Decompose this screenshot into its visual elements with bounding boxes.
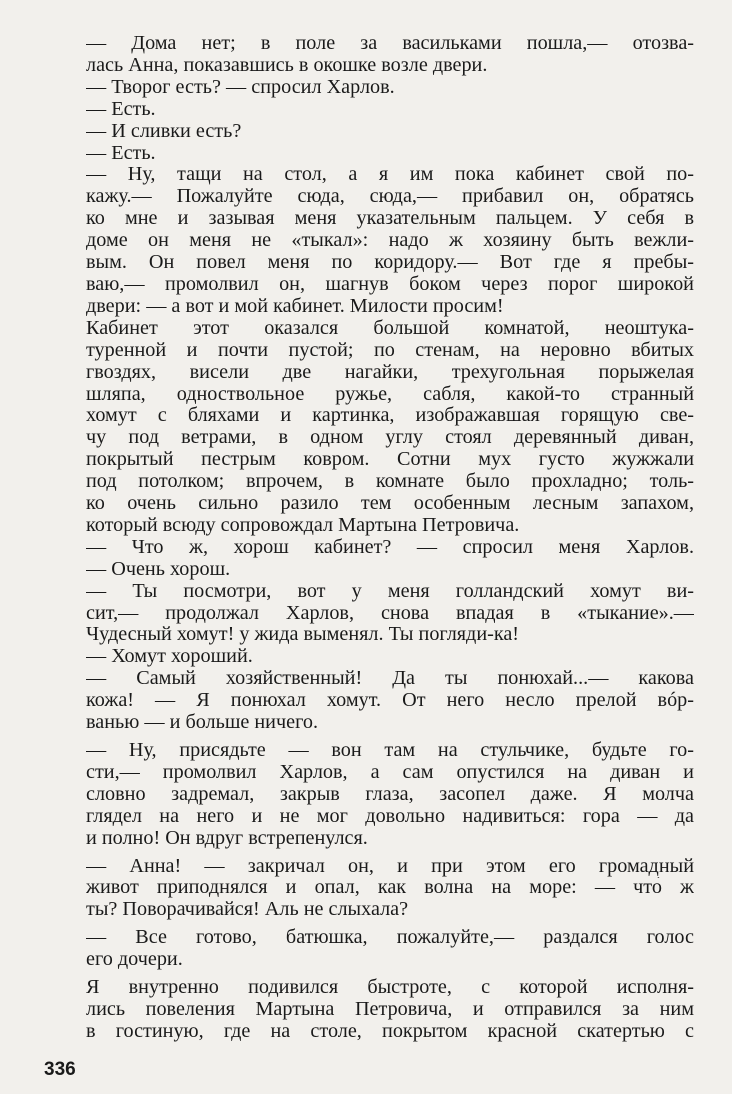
text-line: Чудесный хомут! у жида выменял. Ты погляди-ка! (86, 624, 520, 646)
text-line: — Есть. (86, 142, 156, 164)
text-line: — Ты посмотри, вот у меня голландский хомут ви- (86, 580, 694, 602)
text-line: покрытый пестрым ковром. Сотни мух густо жужжали (86, 449, 694, 471)
text-line: под потолком; впрочем, в комнате было прохладно; толь- (86, 471, 694, 493)
text-line: вым. Он повел меня по коридору.— Вот где я пребы- (86, 252, 694, 274)
text-line: в гостиную, где на столе, покрытом красной скатертью с (86, 1020, 694, 1042)
text-line: шляпа, одноствольное ружье, сабля, какой-то странный (86, 383, 694, 405)
text-line: — Ну, тащи на стол, а я им пока кабинет свой по- (86, 164, 694, 186)
text-line: ванью — и больше ничего. (86, 712, 319, 734)
text-line: — Что ж, хорош кабинет? — спросил меня Харлов. (86, 536, 694, 558)
text-line: — Все готово, батюшка, пожалуйте,— раздался голос (86, 927, 694, 949)
text-line: — Есть. (86, 98, 156, 120)
text-line: — Творог есть? — спросил Харлов. (86, 76, 395, 98)
text-line: — И сливки есть? (86, 120, 242, 142)
text-line: — Анна! — закричал он, и при этом его громадный (86, 855, 694, 877)
text-line: туренной и почти пустой; по стенам, на неровно вбитых (86, 339, 694, 361)
text-line: — Дома нет; в поле за васильками пошла,— отозва- (86, 33, 694, 54)
text-line: и полно! Он вдруг встрепенулся. (86, 827, 368, 849)
text-line: Кабинет этот оказался большой комнатой, неоштука- (86, 317, 694, 339)
text-line: его дочери. (86, 949, 183, 971)
text-line: Я внутренно подивился быстроте, с которой исполня- (86, 977, 694, 999)
page-text (86, 33, 694, 1043)
text-line: ваю,— промолвил он, шагнув боком через порог широкой (86, 273, 694, 295)
text-line: кажу.— Пожалуйте сюда, сюда,— прибавил он, обратясь (86, 186, 694, 208)
text-line: глядел на него и не мог довольно надивиться: гора — да (86, 805, 694, 827)
text-line: — Самый хозяйственный! Да ты понюхай...— какова (86, 668, 694, 690)
text-line: который всюду сопровождал Мартына Петровича. (86, 514, 520, 536)
text-line: ты? Поворачивайся! Аль не слыхала? (86, 899, 409, 921)
text-line: доме он меня не «тыкал»: надо ж хозяину быть вежли- (86, 230, 694, 252)
text-line: кожа! — Я понюхал хомут. От него несло прелой вóр- (86, 690, 694, 712)
text-line: словно задремал, закрыв глаза, засопел даже. Я молча (86, 783, 694, 805)
text-line: ко очень сильно разило тем особенным лесным запахом, (86, 493, 694, 515)
page-number: 336 (44, 1059, 76, 1080)
text-line: ко мне и зазывая меня указательным пальцем. У себя в (86, 208, 694, 230)
text-line: живот приподнялся и опал, как волна на море: — что́ ж (86, 877, 694, 899)
text-line: чу под ветрами, в одном углу стоял деревянный диван, (86, 427, 694, 449)
text-line: гвоздях, висели две нагайки, трехугольная порыжелая (86, 361, 694, 383)
text-line: сти,— промолвил Харлов, а сам опустился на диван и (86, 761, 694, 783)
text-line: — Хомут хороший. (86, 646, 253, 668)
text-line: — Очень хорош. (86, 558, 231, 580)
text-line: двери: — а вот и мой кабинет. Милости просим! (86, 295, 504, 317)
text-line: хомут с бляхами и картинка, изображавшая горящую све- (86, 405, 694, 427)
text-line: сит,— продолжал Харлов, снова впадая в «тыкание».— (86, 602, 694, 624)
text-line: — Ну, присядьте — вон там на стульчике, будьте го- (86, 740, 694, 761)
text-line: лись повеления Мартына Петровича, и отправился за ним (86, 998, 694, 1020)
text-line: лась Анна, показавшись в окошке возле двери. (86, 54, 488, 76)
